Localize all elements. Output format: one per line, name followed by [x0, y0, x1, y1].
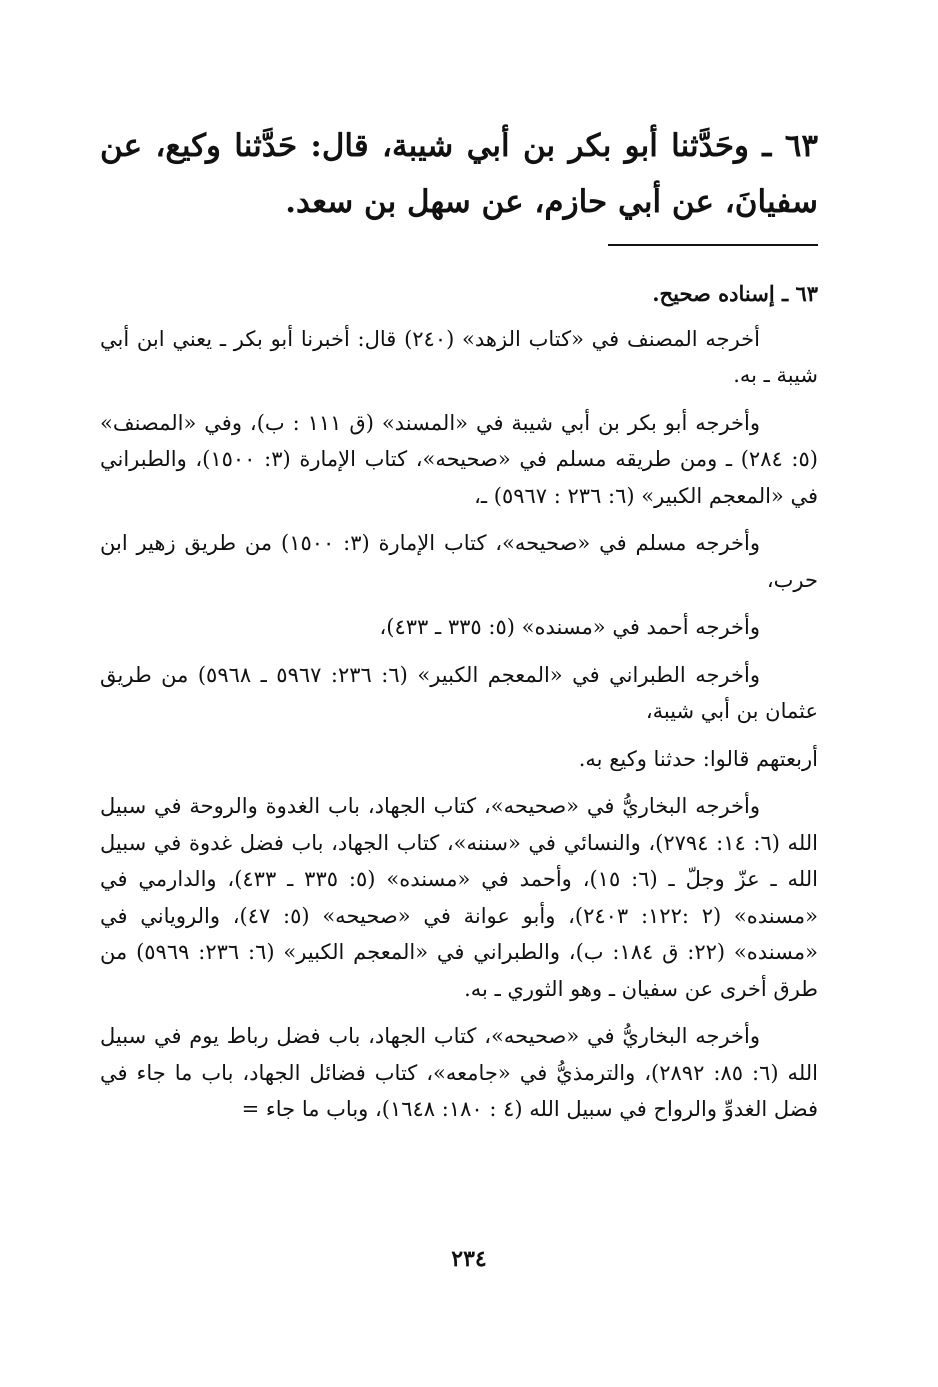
footnote-paragraph: وأخرجه الطبراني في «المعجم الكبير» (٦: ٢٣٦: ٥٩٦٧ ـ ٥٩٦٨) من طريق عثمان بن أبي شيبة،	[100, 662, 818, 723]
footnote-paragraph: أخرجه المصنف في «كتاب الزهد» (٢٤٠) قال: أخبرنا أبو بكر ـ يعني ابن أبي شيبة ـ به.	[100, 326, 818, 387]
hadith-text	[100, 118, 818, 230]
footnote-divider	[608, 244, 818, 246]
hadith-body: ـ وحَدَّثنا أبو بكر بن أبي شيبة، قال: حَدَّثنا وكيع، عن سفيانَ، عن أبي حازم، عن سهل بن سعد.	[100, 128, 818, 220]
footnote-paragraph: وأخرجه البخاريُّ في «صحيحه»، كتاب الجهاد، باب فضل رباط يوم في سبيل الله (٦: ٨٥: ٢٨٩٢)، والترمذيُّ في «جامعه»، كتاب فضائل الجهاد، باب ما جاء في فضل الغدوِّ والرواح في سبيل الله (٤ : ١٨٠: ١٦٤٨)، وباب ما جاء =	[100, 1024, 818, 1121]
footnotes	[100, 276, 818, 1139]
footnote-paragraph: وأخرجه أحمد في «مسنده» (٥: ٣٣٥ ـ ٤٣٣)،	[379, 615, 760, 639]
footnote-paragraph: وأخرجه أبو بكر بن أبي شيبة في «المسند» (ق ١١١ : ب)، وفي «المصنف» (٥: ٢٨٤) ـ ومن طريقه مسلم في «صحيحه»، كتاب الإمارة (٣: ١٥٠٠)، والطبراني في «المعجم الكبير» (٦: ٢٣٦ : ٥٩٦٧) ـ،	[100, 410, 818, 508]
footnote-paragraph: أربعتهم قالوا: حدثنا وكيع به.	[578, 746, 818, 771]
footnote-heading: ٦٣ ـ إسناده صحيح.	[652, 281, 818, 306]
hadith-number: ٦٣	[784, 128, 818, 164]
footnote-paragraph: وأخرجه مسلم في «صحيحه»، كتاب الإمارة (٣: ١٥٠٠) من طريق زهير ابن حرب،	[100, 531, 818, 592]
page-number: ٢٣٤	[451, 1246, 487, 1272]
footnote-paragraph: وأخرجه البخاريُّ في «صحيحه»، كتاب الجهاد، باب الغدوة والروحة في سبيل الله (٦: ١٤: ٢٧٩٤)، والنسائي في «سننه»، كتاب الجهاد، باب فضل غدوة في سبيل الله ـ عزّ وجلّ ـ (٦: ١٥)، وأحمد في «مسنده» (٥: ٣٣٥ ـ ٤٣٣)، والدارمي في «مسنده» (٢ :١٢٢: ٢٤٠٣)، وأبو عوانة في «صحيحه» (٥: ٤٧)، والروياني في «مسنده» (٢٢: ق ١٨٤: ب)، والطبراني في «المعجم الكبير» (٦: ٢٣٦: ٥٩٦٩) من طرق أخرى عن سفيان ـ وهو الثوري ـ به.	[100, 794, 818, 1001]
